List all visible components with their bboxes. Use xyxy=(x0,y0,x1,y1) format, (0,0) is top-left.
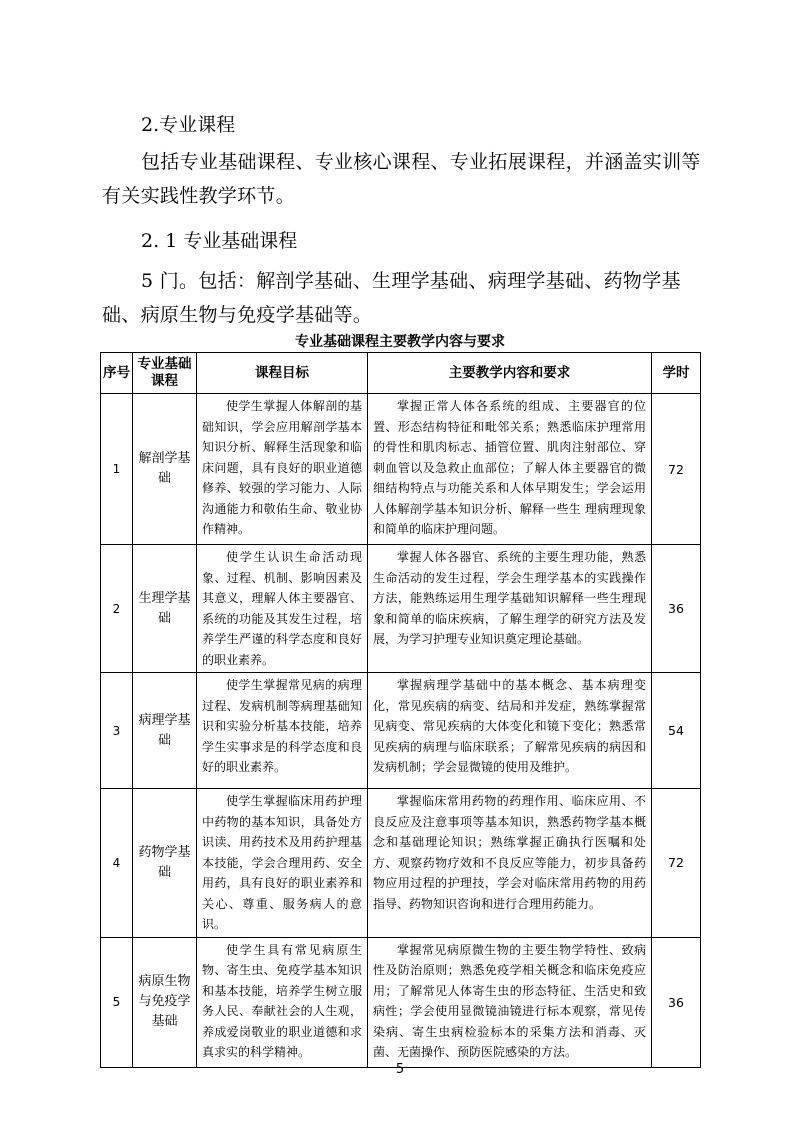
row-goal-text: 使学生掌握临床用药护理中药物的基本知识，具备处方识读、用药技术及用药护理基本技能，学会合理用药、安全用药，具有良好的职业素养和关心、尊重、服务病人的意识。 xyxy=(202,794,362,931)
row-hours: 36 xyxy=(652,937,701,1067)
row-content-text: 掌握人体各器官、系统的主要生理功能，熟悉生命活动的发生过程，学会生理学基本的实践操作方法，能熟练运用生理学基础知识解释一些生理现象和简单的临床疾病，了解生理学的研究方法及发展，为学习护理专业知识奠定理论基础。 xyxy=(373,550,646,646)
table-row xyxy=(101,673,701,789)
course-table xyxy=(100,352,701,1068)
subsection-heading: 2. 1 专业基础课程 xyxy=(141,230,298,252)
header-goal: 课程目标 xyxy=(197,353,368,394)
section-heading: 2.专业课程 xyxy=(141,114,236,136)
header-hours: 学时 xyxy=(652,353,701,394)
table-row xyxy=(101,937,701,1067)
row-course-name: 病原生物与免疫学基础 xyxy=(133,937,197,1067)
row-course-name: 生理学基础 xyxy=(133,545,197,673)
row-goal-text: 使学生具有常见病原生物、寄生虫、免疫学基本知识和基本技能，培养学生树立服务人民、奉献社会的人生观，养成爱岗敬业的职业道德和求真求实的科学精神。 xyxy=(202,942,362,1059)
table-row xyxy=(101,545,701,673)
row-hours: 72 xyxy=(652,394,701,545)
row-goal xyxy=(197,545,368,673)
row-goal-text: 使学生认识生命活动现象、过程、机制、影响因素及其意义，理解人体主要器官、系统的功能及其发生过程，培养学生严谨的科学态度和良好的职业素养。 xyxy=(202,550,362,667)
row-goal xyxy=(197,789,368,938)
table-caption: 专业基础课程主要教学内容与要求 xyxy=(295,334,505,350)
row-num: 2 xyxy=(101,545,133,673)
row-goal xyxy=(197,673,368,789)
intro-paragraph: 包括专业基础课程、专业核心课程、专业拓展课程，并涵盖实训等有关实践性教学环节。 xyxy=(102,151,701,207)
row-num: 4 xyxy=(101,789,133,938)
row-goal xyxy=(197,394,368,545)
table-row xyxy=(101,394,701,545)
row-course-name: 解剖学基础 xyxy=(133,394,197,545)
header-course: 专业基础课程 xyxy=(133,353,197,394)
header-num: 序号 xyxy=(101,353,133,394)
row-goal xyxy=(197,937,368,1067)
row-hours: 72 xyxy=(652,789,701,938)
row-content-text: 掌握正常人体各系统的组成、主要器官的位置、形态结构特征和毗邻关系；熟悉临床护理常用的骨性和肌肉标志、插管位置、肌肉注射部位、穿刺血管以及急救止血部位；了解人体主要器官的微细结构特点与功能关系和人体早期发生；学会运用人体解剖学基本知识分析、解释一些生 理病理现象和简单的临床护理问题。 xyxy=(373,399,646,536)
row-goal-text: 使学生掌握人体解剖的基础知识，学会应用解剖学基本知识分析、解释生活现象和临床问题，具有良好的职业道德修养、较强的学习能力、人际沟通能力和敬佑生命、敬业协作精神。 xyxy=(202,399,362,536)
row-course-name: 药物学基础 xyxy=(133,789,197,938)
page-number: 5 xyxy=(395,1062,405,1077)
row-num: 1 xyxy=(101,394,133,545)
table-row xyxy=(101,789,701,938)
row-content-text: 掌握常见病原微生物的主要生物学特性、致病性及防治原则；熟悉免疫学相关概念和临床免疫应用；了解常见人体寄生虫的形态特征、生活史和致病性；学会使用显微镜油镜进行标本观察，常见传染病、寄生虫病检验标本的采集方法和消毒、灭菌、无菌操作、预防医院感染的方法。 xyxy=(373,942,646,1059)
row-num: 5 xyxy=(101,937,133,1067)
row-content-text: 掌握病理学基础中的基本概念、基本病理变化，常见疾病的病变、结局和并发症，熟练掌握常见病变、常见疾病的大体变化和镜下变化；熟悉常见疾病的病理与临床联系；了解常见疾病的病因和发病机制；学会显微镜的使用及维护。 xyxy=(373,678,646,774)
row-content xyxy=(368,673,652,789)
header-content: 主要教学内容和要求 xyxy=(368,353,652,394)
row-content xyxy=(368,545,652,673)
row-content xyxy=(368,937,652,1067)
row-goal-text: 使学生掌握常见病的病理过程、发病机制等病理基础知识和实验分析基本技能，培养学生实事求是的科学态度和良好的职业素养。 xyxy=(202,678,362,774)
row-course-name: 病理学基础 xyxy=(133,673,197,789)
course-count-paragraph: 5 门。包括：解剖学基础、生理学基础、病理学基础、药物学基础、病原生物与免疫学基础等。 xyxy=(102,270,681,326)
row-content xyxy=(368,394,652,545)
row-content xyxy=(368,789,652,938)
row-content-text: 掌握临床常用药物的药理作用、临床应用、不良反应及注意事项等基本知识，熟悉药物学基本概念和基础理论知识；熟练掌握正确执行医嘱和处方、观察药物疗效和不良反应等能力，初步具备药物应用过程的护理技，学会对临床常用药物的用药指导、药物知识咨询和进行合理用药能力。 xyxy=(373,794,646,911)
table-header-row xyxy=(101,353,701,394)
row-hours: 36 xyxy=(652,545,701,673)
row-num: 3 xyxy=(101,673,133,789)
row-hours: 54 xyxy=(652,673,701,789)
